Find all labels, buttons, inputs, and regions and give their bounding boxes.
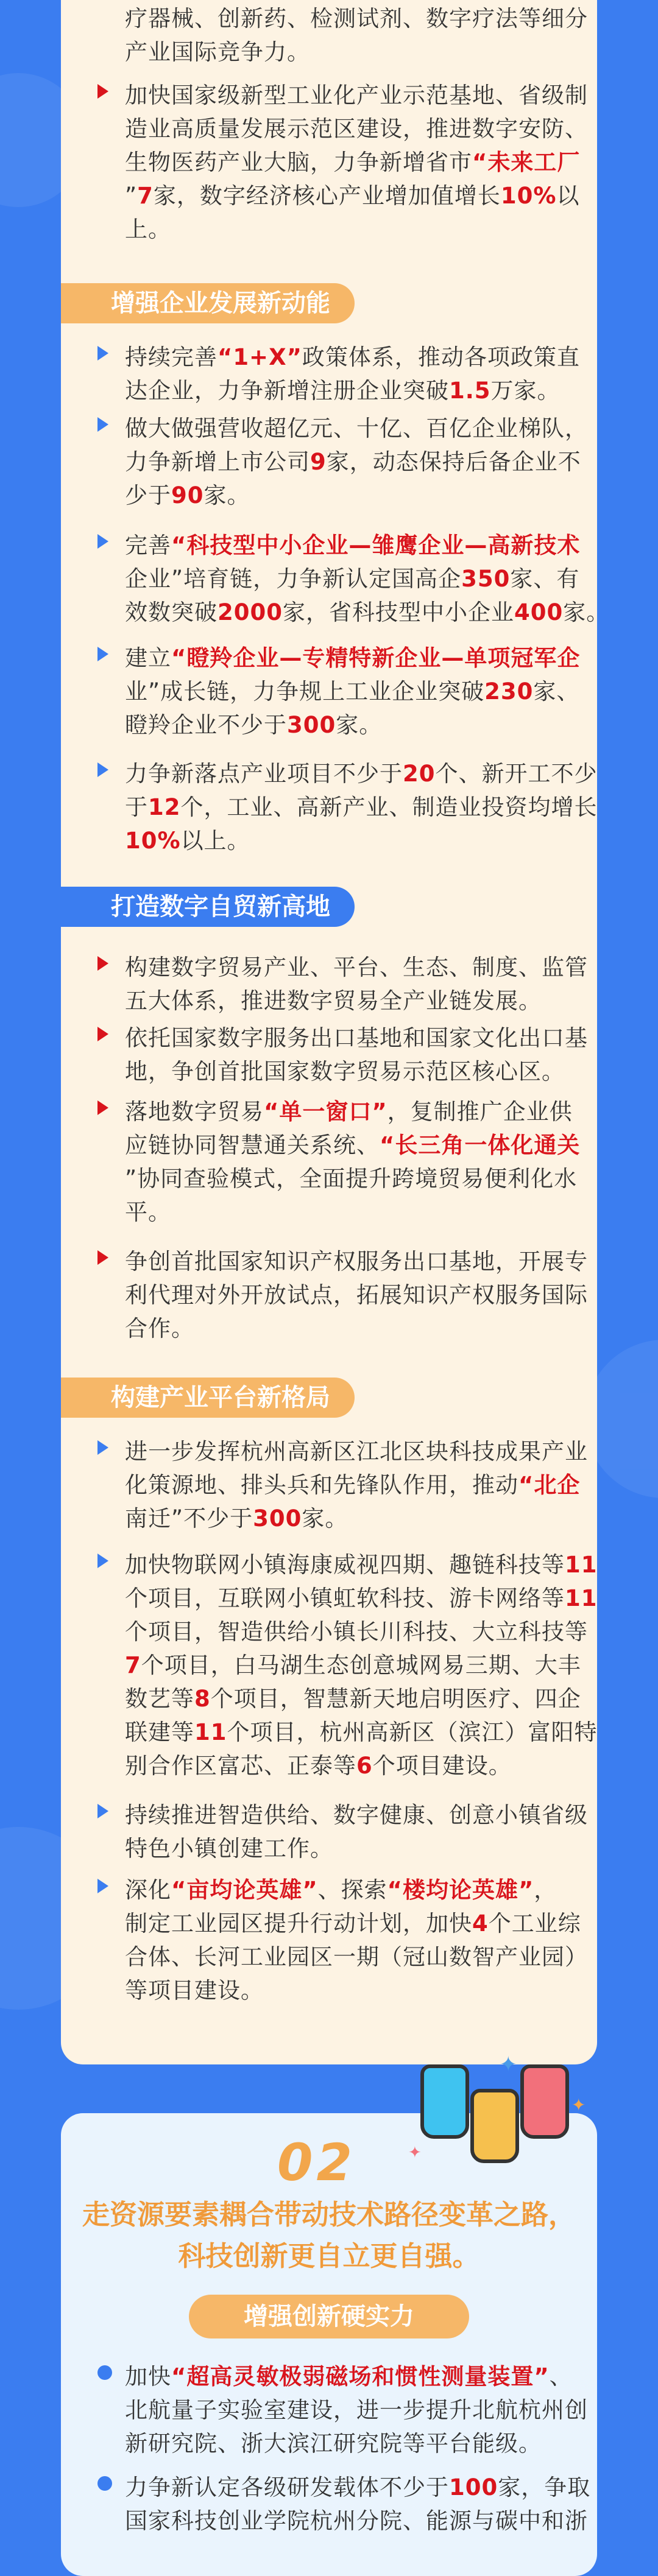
item-line: 等项目建设。 <box>125 1977 264 2004</box>
item-line: 力争新落点产业项目不少于20个、新开工不少 <box>125 761 598 787</box>
item-line: 企业”培育链，力争新认定国高企350家、有 <box>125 566 580 592</box>
item-line: 做大做强营收超亿元、十亿、百亿企业梯队， <box>125 415 588 442</box>
item-line: 深化“亩均论英雄”、探索“楼均论英雄”， <box>125 1877 557 1903</box>
raised-fists-illustration <box>408 2052 591 2174</box>
item-line: 平。 <box>125 1199 171 1225</box>
item-line: 上。 <box>125 216 171 242</box>
item-line: 效数突破2000家，省科技型中小企业400家。 <box>125 599 610 625</box>
item-line: 完善“科技型中小企业—雏鹰企业—高新技术 <box>125 532 581 558</box>
bullet-triangle-icon <box>97 1100 108 1115</box>
item-line: 国家科技创业学院杭州分院、能源与碳中和浙 <box>125 2508 588 2534</box>
item-line: 持续完善“1+X”政策体系，推动各项政策直 <box>125 344 580 370</box>
bullet-triangle-icon <box>97 1554 108 1568</box>
bullet-triangle-icon <box>97 1250 108 1265</box>
item-line: ”协同查验模式，全面提升跨境贸易便利化水 <box>125 1166 578 1192</box>
item-line: 建立“瞪羚企业—专精特新企业—单项冠军企 <box>125 645 581 671</box>
item-line: 加快“超高灵敏极弱磁场和惯性测量装置”、 <box>125 2363 573 2390</box>
bullet-triangle-icon <box>97 647 108 661</box>
item-line: 10%以上。 <box>125 828 250 854</box>
item-line: 力争新增上市公司9家，动态保持后备企业不 <box>125 449 581 475</box>
bullet-triangle-icon <box>97 84 108 99</box>
item-line: 合体、长河工业园区一期（冠山数智产业园） <box>125 1944 588 1970</box>
section-number: 02 <box>277 2133 356 2192</box>
item-line: 少于90家。 <box>125 482 250 509</box>
fist-icon <box>520 2064 569 2139</box>
item-line: 应链协同智慧通关系统、“长三角一体化通关 <box>125 1132 581 1158</box>
item-line: 地，争创首批国家数字贸易示范区核心区。 <box>125 1058 565 1085</box>
bullet-triangle-icon <box>97 417 108 432</box>
item-line: 合作。 <box>125 1315 194 1342</box>
item-line: 进一步发挥杭州高新区江北区块科技成果产业 <box>125 1438 588 1465</box>
item-line: 瞪羚企业不少于300家。 <box>125 712 383 738</box>
item-line: 持续推进智造供给、数字健康、创意小镇省级 <box>125 1802 588 1828</box>
bullet-triangle-icon <box>97 1804 108 1818</box>
item-line: 南迁”不少于300家。 <box>125 1505 348 1532</box>
item-line: 制定工业园区提升行动计划，加快4个工业综 <box>125 1910 581 1937</box>
fist-icon <box>420 2064 469 2139</box>
item-line: 利代理对外开放试点，拓展知识产权服务国际 <box>125 1282 588 1308</box>
item-line: 五大体系，推进数字贸易全产业链发展。 <box>125 988 542 1014</box>
bullet-triangle-icon <box>97 346 108 361</box>
section-heading: 构建产业平台新格局 <box>61 1378 355 1418</box>
bullet-dot-icon <box>97 2476 112 2491</box>
section-heading: 增强企业发展新动能 <box>61 283 355 323</box>
bullet-triangle-icon <box>97 534 108 549</box>
item-line: 落地数字贸易“单一窗口”，复制推广企业供 <box>125 1099 573 1125</box>
fist-icon <box>470 2089 519 2163</box>
item-line: 疗器械、创新药、检测试剂、数字疗法等细分 <box>125 5 588 32</box>
section-heading: 打造数字自贸新高地 <box>61 887 355 927</box>
item-line: 于12个，工业、高新产业、制造业投资均增长 <box>125 794 598 820</box>
item-line: 新研究院、浙大滨江研究院等平台能级。 <box>125 2430 542 2457</box>
item-line: 联建等11个项目，杭州高新区（滨江）富阳特 <box>125 1719 598 1745</box>
section-title: 科技创新更自立更自强。 <box>178 2240 480 2272</box>
item-line: 产业国际竞争力。 <box>125 39 310 65</box>
bullet-triangle-icon <box>97 762 108 777</box>
item-line: 别合作区富芯、正泰等6个项目建设。 <box>125 1753 512 1779</box>
item-line: 北航量子实验室建设，进一步提升北航杭州创 <box>125 2397 588 2423</box>
item-line: 化策源地、排头兵和先锋队作用，推动“北企 <box>125 1472 581 1498</box>
sparkle-icon: ✦ <box>408 2144 422 2162</box>
section-title: 走资源要素耦合带动技术路径变革之路， <box>82 2198 576 2231</box>
item-line: 7个项目，白马湖生态创意城网易三期、大丰 <box>125 1652 581 1678</box>
bullet-triangle-icon <box>97 1440 108 1455</box>
bullet-triangle-icon <box>97 1027 108 1041</box>
item-line: 业”成长链，力争规上工业企业突破230家、 <box>125 678 580 705</box>
item-line: 造业高质量发展示范区建设，推进数字安防、 <box>125 116 588 142</box>
item-line: 个项目，互联网小镇虹软科技、游卡网络等11 <box>125 1585 598 1611</box>
item-line: 构建数字贸易产业、平台、生态、制度、监管 <box>125 954 588 980</box>
item-line: 加快国家级新型工业化产业示范基地、省级制 <box>125 82 588 108</box>
item-line: 达企业，力争新增注册企业突破1.5万家。 <box>125 378 561 404</box>
item-line: 争创首批国家知识产权服务出口基地，开展专 <box>125 1248 588 1275</box>
bullet-triangle-icon <box>97 1879 108 1893</box>
item-line: 数艺等8个项目，智慧新天地启明医疗、四企 <box>125 1686 581 1712</box>
item-line: ”7家，数字经济核心产业增加值增长10%以 <box>125 183 580 209</box>
item-line: 力争新认定各级研发载体不少于100家，争取 <box>125 2474 591 2500</box>
bullet-dot-icon <box>97 2365 112 2380</box>
sparkle-icon: ✦ <box>500 2052 517 2077</box>
bullet-triangle-icon <box>97 956 108 971</box>
item-line: 生物医药产业大脑，力争新增省市“未来工厂 <box>125 149 581 175</box>
sparkle-icon: ✦ <box>571 2095 586 2115</box>
section-heading: 增强创新硬实力 <box>189 2295 469 2338</box>
item-line: 加快物联网小镇海康威视四期、趣链科技等11 <box>125 1552 598 1578</box>
item-line: 依托国家数字服务出口基地和国家文化出口基 <box>125 1025 588 1051</box>
item-line: 特色小镇创建工作。 <box>125 1835 333 1862</box>
item-line: 个项目，智造供给小镇长川科技、大立科技等 <box>125 1619 588 1645</box>
